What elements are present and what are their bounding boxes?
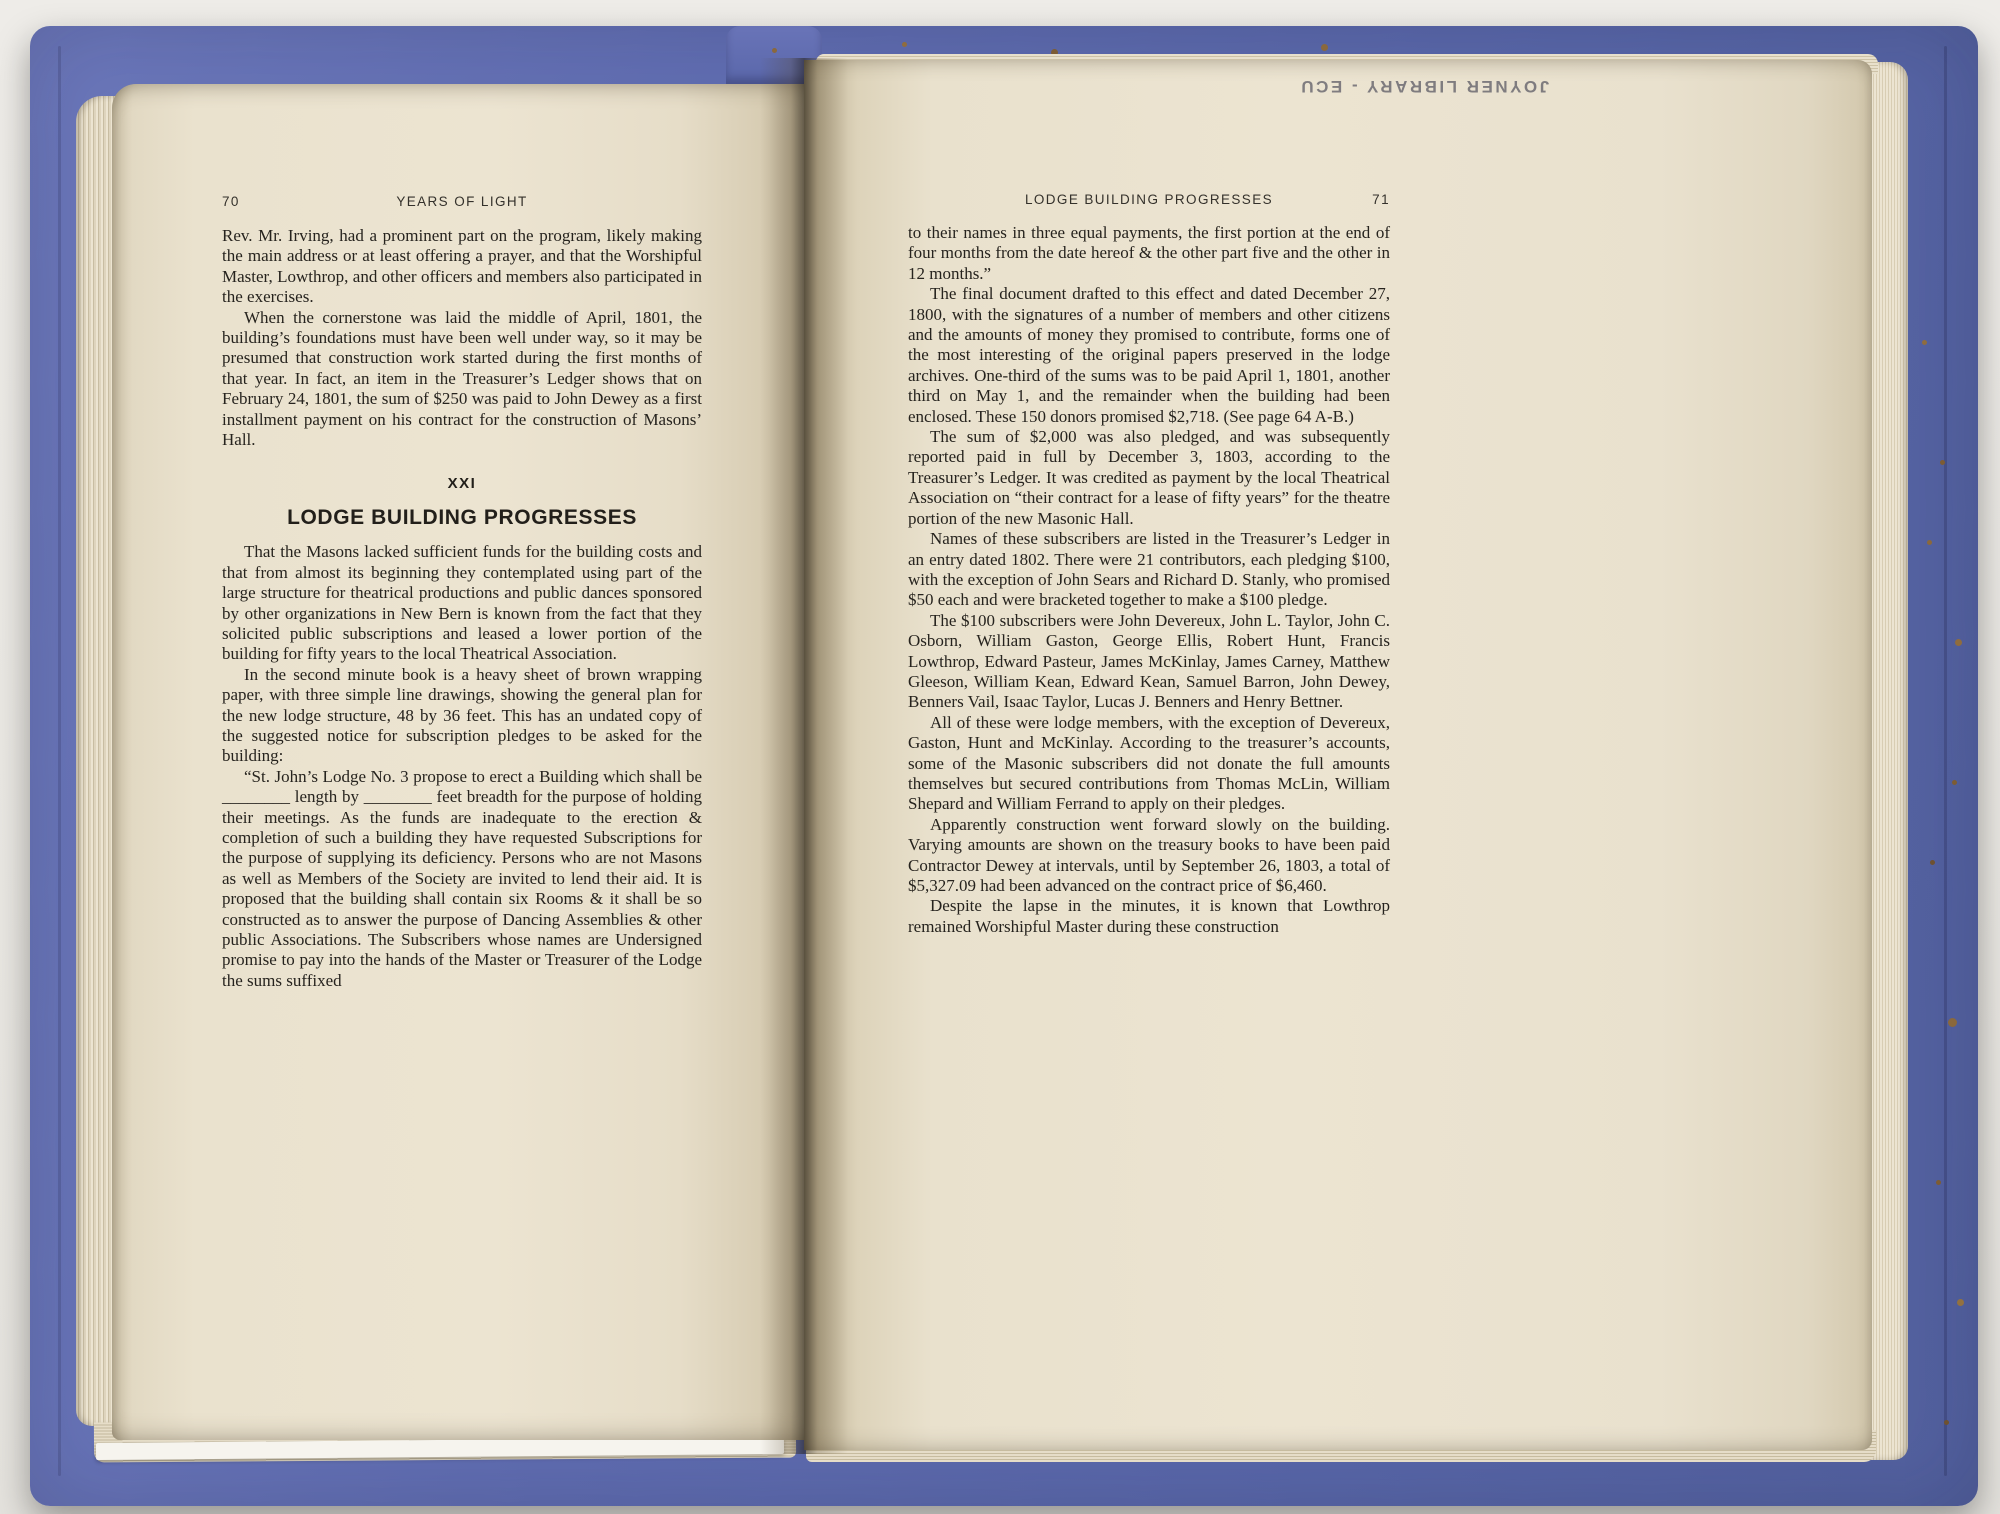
cover-seam-left: [58, 46, 61, 1476]
paragraph: All of these were lodge members, with the exception of Devereux, Gaston, Hunt and McKinlay. According to the treasurer’s accounts, some of the Masonic subscribers did not donate the full amounts themselves but secured contributions from Thomas McLin, William Shepard and William Ferrand to apply on their pledges.: [908, 712, 1390, 814]
left-text-column: [222, 226, 702, 991]
paragraph: Apparently construction went forward slowly on the building. Varying amounts are shown on the treasury books to have been paid Contractor Dewey at intervals, until by September 26, 1803, a total of $5,327.09 had been advanced on the contract price of $6,460.: [908, 814, 1390, 895]
library-stamp: JOYNER LIBRARY - ECU: [1298, 77, 1550, 96]
paragraph: In the second minute book is a heavy sheet of brown wrapping paper, with three simple line drawings, showing the general plan for the new lodge structure, 48 by 36 feet. This has an undated copy of the suggested notice for subscription pledges to be asked for the building:: [222, 664, 702, 766]
right-running-title: LODGE BUILDING PROGRESSES: [1024, 192, 1274, 207]
left-paragraphs-top: [222, 226, 702, 450]
left-page-number: 70: [222, 194, 240, 209]
paragraph: The final document drafted to this effect and dated December 27, 1800, with the signatures of a number of members and other citizens and the amounts of money they promised to contribute, forms one of the most interesting of the original papers preserved in the lodge archives. One-third of the sums was to be paid April 1, 1801, another third on May 1, and the remainder when the building had been enclosed. These 150 donors promised $2,718. (See page 64 A-B.): [908, 284, 1390, 426]
right-running-head: [908, 192, 1390, 207]
paragraph: Names of these subscribers are listed in the Treasurer’s Ledger in an entry dated 1802. There were 21 contributors, each pledging $100, with the exception of John Sears and Richard D. Stanly, who promised $50 each and were bracketed together to make a $100 pledge.: [908, 529, 1390, 610]
paragraph: “St. John’s Lodge No. 3 propose to erect a Building which shall be ________ length by ________ feet breadth for the purpose of holding their meetings. As the funds are inadequate to the erection & completion of such a building they have requested Subscriptions for the purpose of supplying its deficiency. Persons who are not Masons as well as Members of the Society are invited to lend their aid. It is proposed that the building shall contain six Rooms & it shall be so constructed as to answer the purpose of Dancing Assemblies & other public Associations. The Subscribers whose names are Undersigned promise to pay into the hands of the Master or Treasurer of the Lodge the sums suffixed: [222, 766, 702, 990]
right-paragraphs: [908, 223, 1390, 937]
paragraph: That the Masons lacked sufficient funds for the building costs and that from almost its beginning they contemplated using part of the large structure for theatrical productions and public dances sponsored by other organizations in New Bern is known from the fact that they solicited public subscriptions and leased a lower portion of the building for fifty years to the local Theatrical Association.: [222, 542, 702, 664]
chapter-heading: [222, 474, 702, 528]
left-page: [112, 84, 804, 1440]
left-running-title: YEARS OF LIGHT: [396, 194, 528, 209]
left-running-head: [222, 194, 702, 209]
page-stack-left-edge: [76, 96, 116, 1426]
cover-speckles: [1922, 340, 1927, 345]
paragraph: The sum of $2,000 was also pledged, and was subsequently reported paid in full by December 3, 1803, according to the Treasurer’s Ledger. It was credited as payment by the local Theatrical Association on “their contract for a lease of fifty years” for the theatre portion of the new Masonic Hall.: [908, 427, 1390, 528]
paragraph: Rev. Mr. Irving, had a prominent part on the program, likely making the main address or at least offering a prayer, and that the Worshipful Master, Lowthrop, and other officers and members also participated in the exercises.: [222, 226, 702, 307]
page-stack-right-edge: [1870, 62, 1908, 1460]
chapter-number: XXI: [447, 475, 477, 493]
paragraph: to their names in three equal payments, the first portion at the end of four months from the date hereof & the other part five and the other in 12 months.”: [908, 223, 1390, 283]
right-text-column: [908, 223, 1390, 937]
paragraph: The $100 subscribers were John Devereux, John L. Taylor, John C. Osborn, William Gaston, George Ellis, Robert Hunt, Francis Lowthrop, Edward Pasteur, James McKinlay, James Carney, Matthew Gleeson, William Kean, Edward Kean, Samuel Barron, John Dewey, Benners Vail, Isaac Taylor, Lucas J. Benners and Henry Bettner.: [908, 610, 1390, 712]
chapter-title: LODGE BUILDING PROGRESSES: [287, 505, 637, 529]
left-paragraphs-bottom: [222, 542, 702, 991]
cover-seam-right: [1944, 46, 1947, 1476]
right-page-number: 71: [1372, 192, 1390, 207]
right-page: [804, 60, 1872, 1450]
paragraph: When the cornerstone was laid the middle of April, 1801, the building’s foundations must have been well under way, so it may be presumed that construction work started during the first months of that year. In fact, an item in the Treasurer’s Ledger shows that on February 24, 1801, the sum of $250 was paid to John Dewey as a first installment payment on his contract for the construction of Masons’ Hall.: [222, 307, 702, 450]
paragraph: Despite the lapse in the minutes, it is known that Lowthrop remained Worshipful Master during these construction: [908, 896, 1390, 936]
